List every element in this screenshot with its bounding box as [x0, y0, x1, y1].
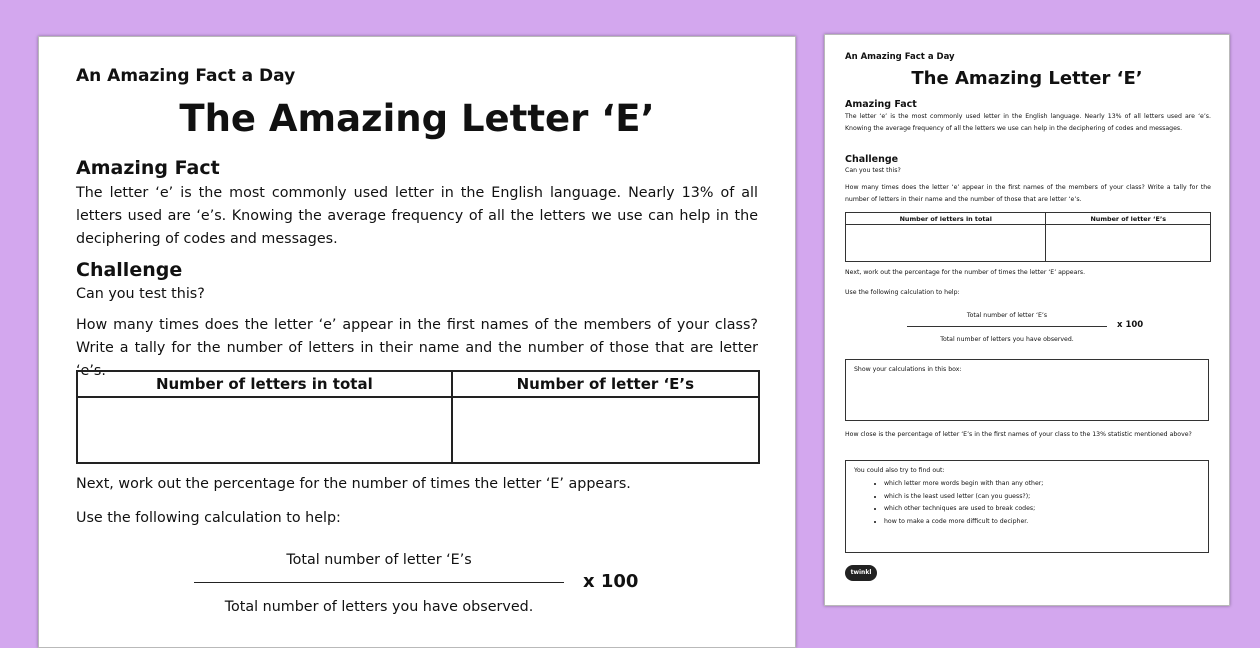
tally-header-e: Number of letter ‘E’s [452, 371, 759, 397]
worksheet-kicker: An Amazing Fact a Day [76, 66, 296, 86]
preview-calc-numerator: Total number of letter ‘E’s [966, 312, 1048, 319]
fact-text: The letter ‘e’ is the most commonly used letter in the English language. Nearly 13% of all letters used are ‘e’s. Knowing the average frequency of all the letters we use can help in the deciphering of codes and messages. [76, 185, 758, 247]
preview-compare-question: How close is the percentage of letter ‘E’s in the first names of your class to the 13% statistic mentioned above? [845, 431, 1192, 438]
preview-title: The Amazing Letter ‘E’ [911, 68, 1143, 89]
preview-fact-text: The letter ‘e’ is the most commonly used letter in the English language. Nearly 13% of all letters used are ‘e’s. Knowing the average frequency of all the letters we use can help in the deciphering of codes and messages. [845, 113, 1211, 132]
preview-fraction-line [907, 326, 1107, 327]
extension-list [846, 480, 1208, 525]
fact-heading: Amazing Fact [76, 157, 220, 179]
challenge-question: Can you test this? [76, 286, 205, 302]
preview-extension-box [845, 460, 1209, 553]
challenge-heading: Challenge [76, 259, 183, 281]
fraction-line [194, 582, 564, 583]
tally-header-total: Number of letters in total [77, 371, 452, 397]
worksheet-main [38, 36, 796, 648]
calc-intro: Use the following calculation to help: [76, 510, 341, 526]
next-step-text: Next, work out the percentage for the number of times the letter ‘E’ appears. [76, 476, 631, 492]
preview-next-step-text: Next, work out the percentage for the number of times the letter ‘E’ appears. [845, 269, 1086, 276]
preview-challenge-heading: Challenge [845, 154, 899, 165]
extension-item: • how to make a code more difficult to decipher. [884, 518, 1208, 525]
challenge-text: How many times does the letter ‘e’ appear in the first names of the members of your class? Write a tally for the number of letters in their name and the number of those that are letter ‘e’s. [76, 317, 758, 379]
extension-item: • which letter more words begin with than any other; [884, 480, 1208, 487]
preview-tally-cell-e [1046, 225, 1211, 262]
worksheet-title: The Amazing Letter ‘E’ [179, 97, 655, 140]
brand-logo: twinkl [845, 565, 877, 581]
preview-kicker: An Amazing Fact a Day [845, 52, 955, 62]
preview-tally-header-e: Number of letter ‘E’s [1046, 213, 1211, 225]
preview-tally-header-total: Number of letters in total [846, 213, 1046, 225]
extension-intro: You could also try to find out: [854, 467, 945, 474]
extension-item: • which other techniques are used to break codes; [884, 505, 1208, 512]
preview-calculation-box [845, 359, 1209, 421]
calc-multiplier: x 100 [583, 571, 639, 592]
calc-numerator: Total number of letter ‘E’s [286, 552, 472, 568]
preview-challenge-question: Can you test this? [845, 167, 901, 174]
preview-calc-intro: Use the following calculation to help: [845, 289, 960, 296]
calc-denominator: Total number of letters you have observed. [224, 599, 534, 615]
worksheet-preview [824, 34, 1230, 606]
calculation-box-label: Show your calculations in this box: [854, 366, 962, 373]
preview-challenge-text: How many times does the letter ‘e’ appear in the first names of the members of your class? Write a tally for the number of letters in their name and the number of those that are letter ‘e’s. [845, 184, 1211, 203]
preview-calc-multiplier: x 100 [1117, 320, 1144, 330]
extension-item: • which is the least used letter (can you guess?); [884, 493, 1208, 500]
preview-fact-heading: Amazing Fact [845, 99, 917, 110]
tally-cell-e[interactable] [452, 397, 759, 463]
preview-tally-cell-total [846, 225, 1046, 262]
tally-cell-total[interactable] [77, 397, 452, 463]
preview-tally-table [845, 212, 1211, 262]
tally-table [76, 370, 760, 464]
preview-calc-denominator: Total number of letters you have observed. [940, 336, 1074, 343]
